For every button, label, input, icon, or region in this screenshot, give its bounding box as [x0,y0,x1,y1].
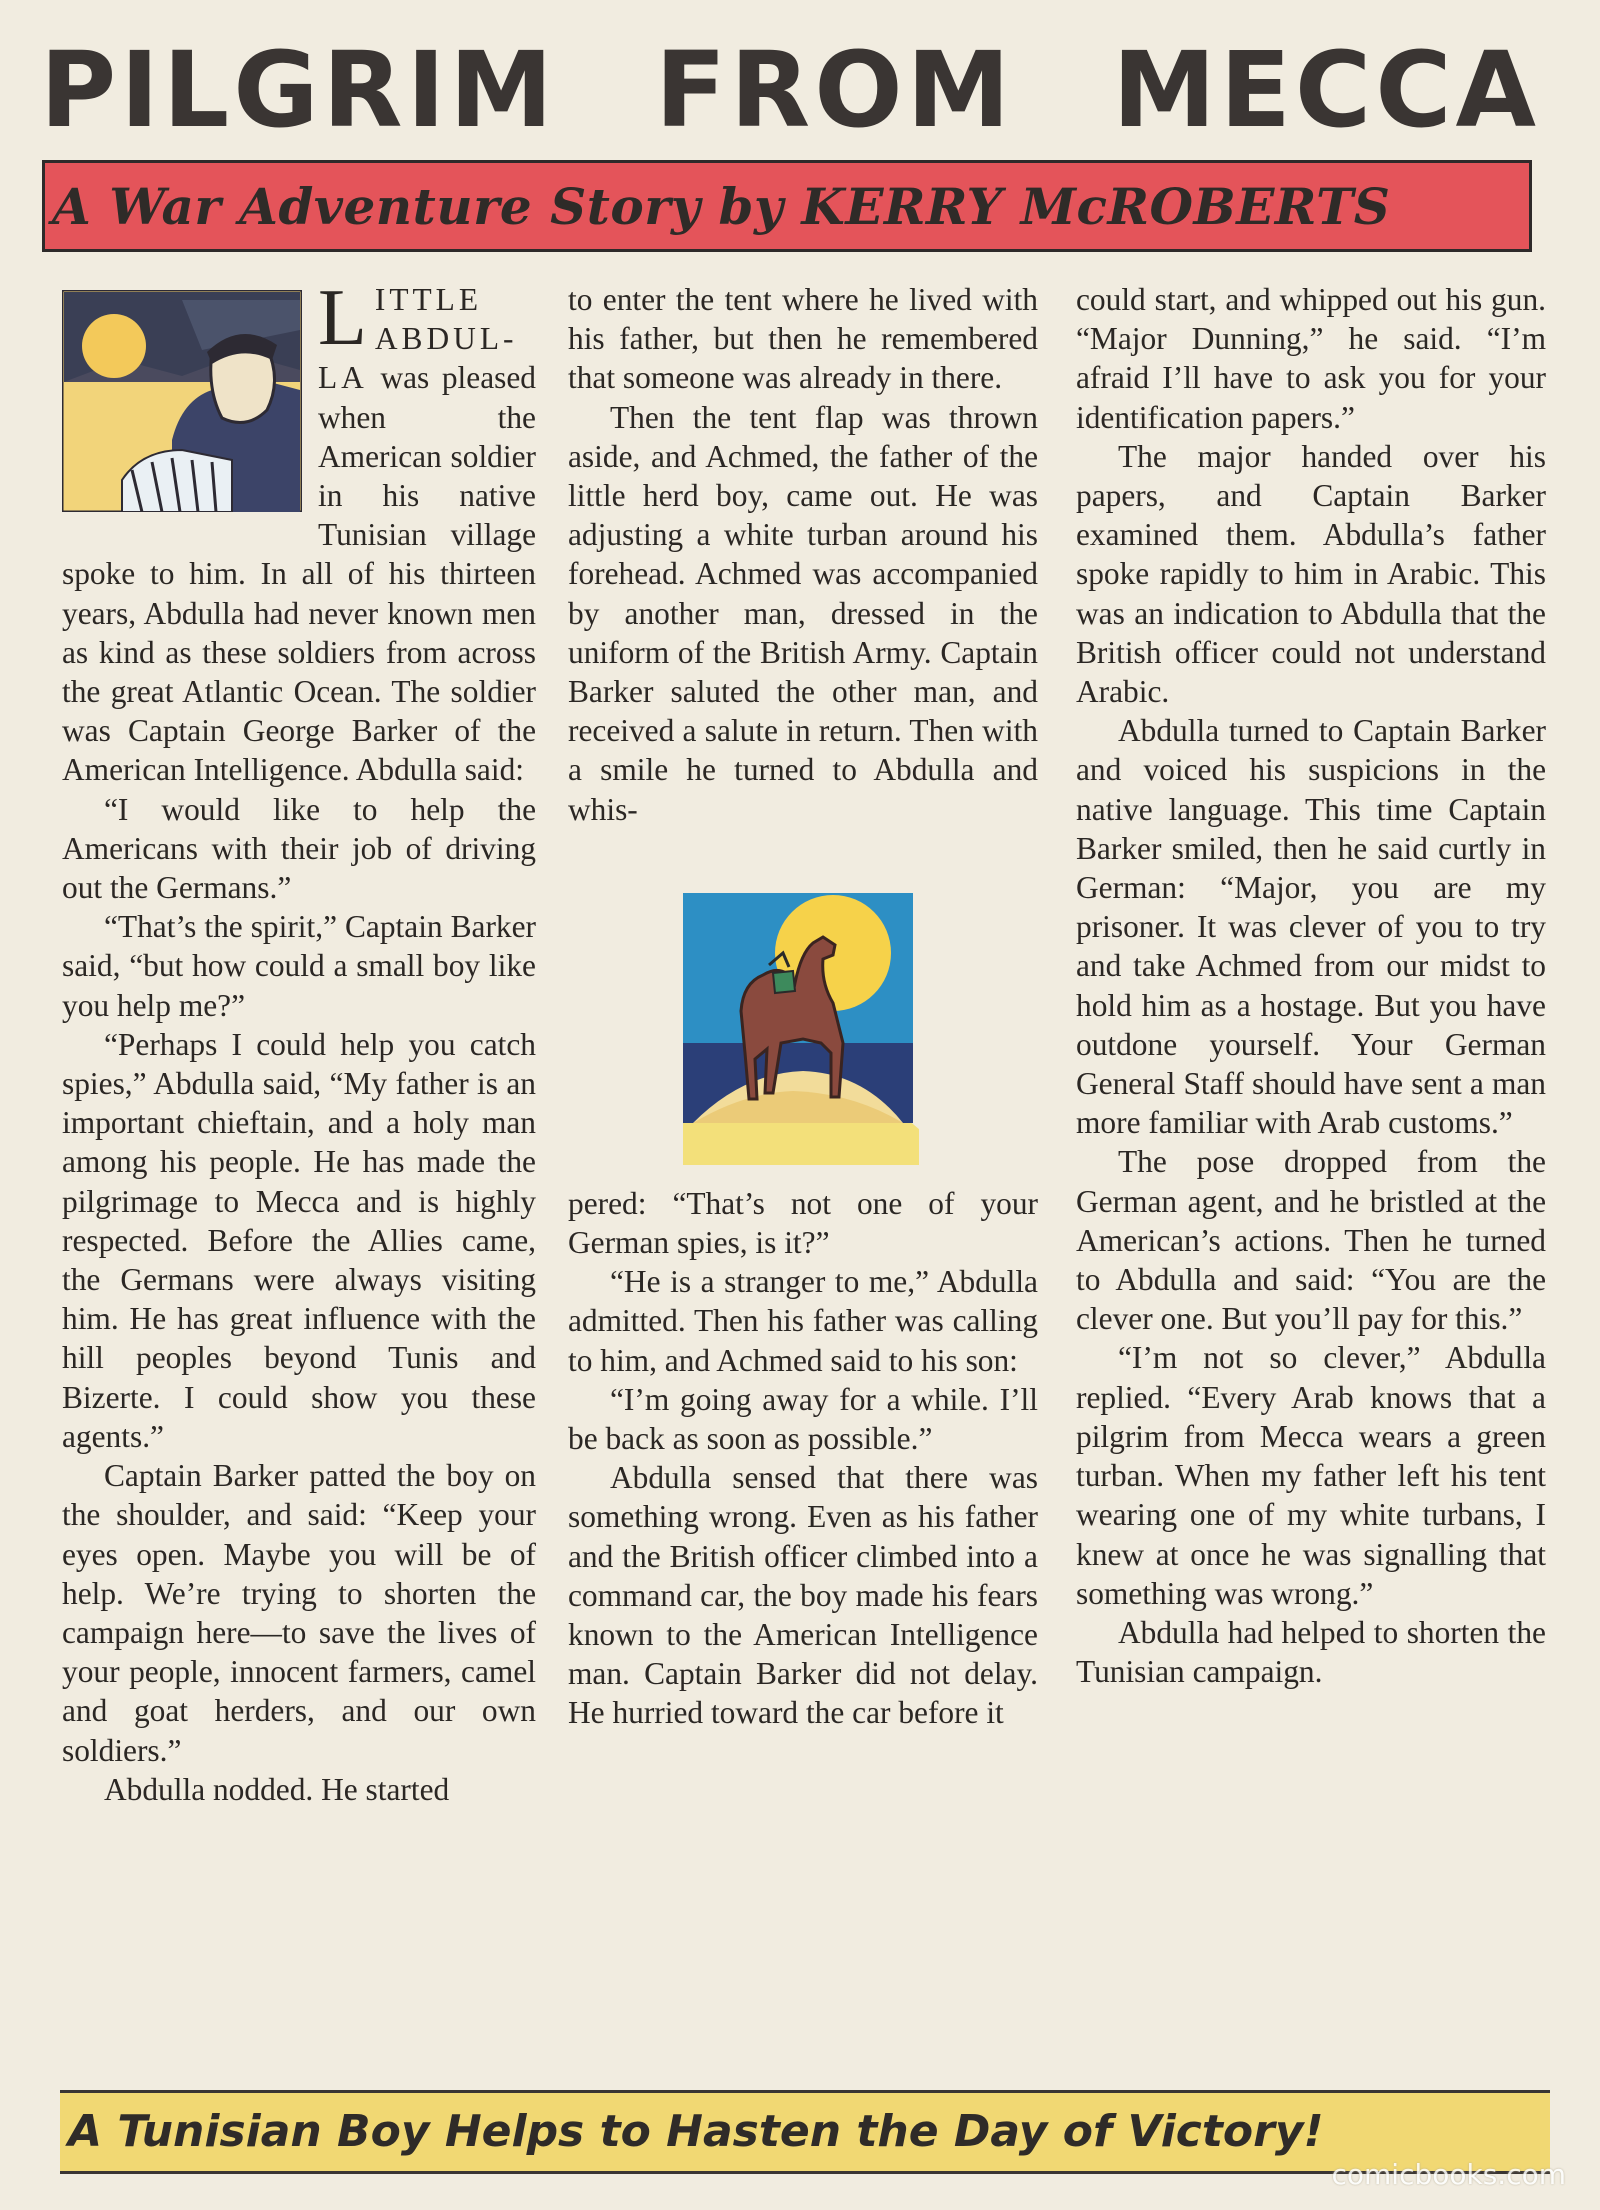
paragraph: The pose dropped from the German agent, and he bristled at the American’s actions. Then he turned to Abdulla and said: “You are the clever one. But you’ll pay for this.” [1076,1144,1546,1337]
paragraph: to enter the tent where he lived with his father, but then he remembered that someone was already in there. [568,282,1038,396]
paragraph: could start, and whipped out his gun. “Major Dunning,” he said. “I’m afraid I’ll have to ask you for your identification papers.” [1076,282,1546,435]
story-column-2 [568,280,1038,1733]
watermark: comicbooks.com [1331,2158,1566,2191]
soldier-illustration [62,290,302,512]
paragraph: Captain Barker patted the boy on the shoulder, and said: “Keep your eyes open. Maybe you will be of help. We’re trying to shorten the campaign here—to save the lives of your people, innocent farmers, camel and goat herders, and our own soldiers.” [62,1458,536,1768]
footer-banner: A Tunisian Boy Helps to Hasten the Day of Victory! [68,2106,1324,2157]
paragraph: “I would like to help the Americans with their job of driving out the Germans.” [62,791,536,906]
page-title [40,30,1540,150]
paragraph: The major handed over his papers, and Captain Barker examined them. Abdulla’s father spoke rapidly to him in Arabic. This was an indication to Abdulla that the British officer could not understand Arabic. [1076,438,1546,710]
drop-cap: L [318,274,367,362]
title-word: PILGRIM [40,29,557,151]
opening-caps: ITTLE ABDUL-LA [318,282,518,396]
subtitle: A War Adventure Story by KERRY McROBERTS [52,177,1391,236]
paragraph: Abdulla had helped to shorten the Tunisian campaign. [1076,1614,1546,1690]
paragraph: Abdulla nodded. He started [104,1771,450,1807]
title-word: FROM [655,29,1015,151]
story-column-3 [1076,280,1546,1691]
story-column-1 [62,274,536,1809]
paragraph: “I’m not so clever,” Abdulla replied. “Every Arab knows that a pilgrim from Mecca wears a green turban. When my father left his tent wearing one of my white turbans, I knew at once he was signalling that something was wrong.” [1076,1340,1546,1611]
paragraph: “I’m going away for a while. I’ll be back as soon as possible.” [568,1381,1038,1457]
camel-illustration [683,893,919,1165]
paragraph: pered: “That’s not one of your German spies, is it?” [568,1185,1038,1261]
paragraph: “Perhaps I could help you catch spies,” Abdulla said, “My father is an important chieftain, and a holy man among his people. He has made the pilgrimage to Mecca and is highly respected. Before the Allies came, the Germans were always visiting him. He has great influence with the hill peoples beyond Tunis and Bizerte. I could show you these agents.” [62,1026,536,1454]
paragraph: “He is a stranger to me,” Abdulla admitted. Then his father was calling to him, and Achmed said to his son: [568,1264,1038,1378]
paragraph: Abdulla sensed that there was something wrong. Even as his father and the British officer climbed into a command car, the boy made his fears known to the American Intelligence man. Captain Barker did not delay. He hurried toward the car before it [568,1460,1038,1731]
paragraph: was pleased when the American soldier in his native Tunisian village spoke to him. In all of his thirteen years, Abdulla had never known men as kind as these soldiers from across the great Atlantic Ocean. The soldier was Captain George Barker of the American Intelligence. Abdulla said: [62,360,536,788]
title-word: MECCA [1112,29,1540,151]
paragraph: “That’s the spirit,” Captain Barker said, “but how could a small boy like you help me?” [62,909,536,1023]
paragraph: Abdulla turned to Captain Barker and voiced his suspicions in the native language. This time Captain Barker smiled, then he said curtly in German: “Major, you are my prisoner. It was clever of you to try and take Achmed from our midst to hold him as a hostage. But you have outdone yourself. Your German General Staff should have sent a man more familiar with Arab customs.” [1076,713,1546,1141]
camel-illustration-frame [568,829,1038,1184]
paragraph: Then the tent flap was thrown aside, and Achmed, the father of the little herd boy, came out. He was adjusting a white turban around his forehead. Achmed was accompanied by another man, dressed in the uniform of the British Army. Captain Barker saluted the other man, and received a salute in return. Then with a smile he turned to Abdulla and whis- [568,399,1038,827]
